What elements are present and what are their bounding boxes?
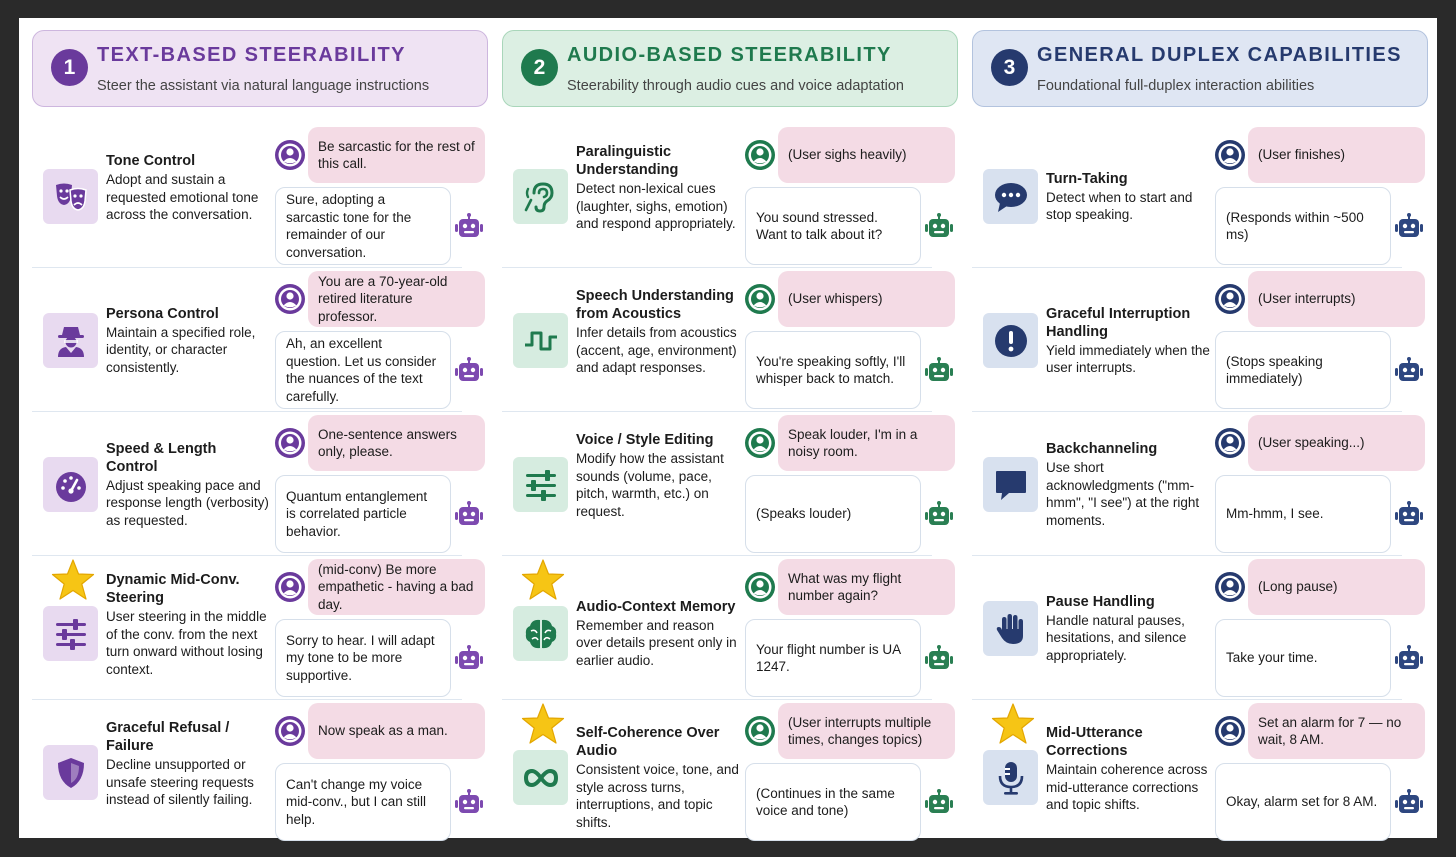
row-divider [972,699,1402,700]
column-1 [32,30,488,830]
column-number-badge: 1 [51,49,88,86]
capability-row [32,415,488,553]
capability-title: Voice / Style Editing [576,432,714,448]
chat-bubble-dots-icon [983,169,1038,224]
column-title: GENERAL DUPLEX CAPABILITIES [1037,44,1402,66]
infographic-canvas [19,18,1437,838]
capability-title: Persona Control [106,305,219,322]
capability-row [972,271,1428,409]
row-divider [32,411,462,412]
row-divider [32,699,462,700]
row-divider [32,555,462,556]
hand-icon [983,601,1038,656]
capability-text [106,571,271,678]
assistant-message-bubble: You're speaking softly, I'll whisper back to match. [745,331,921,409]
capability-text [576,143,741,233]
robot-icon [454,501,484,529]
user-avatar-icon [1215,716,1245,746]
capability-description: User steering in the middle of the conv. from the next turn onward without losing context. [106,609,267,677]
waveform-icon [513,313,568,368]
capability-row [972,559,1428,697]
capability-description: Handle natural pauses, hesitations, and silence appropriately. [1046,612,1187,663]
row-divider [502,555,932,556]
capability-title: Tone Control [106,153,196,169]
user-message-bubble: (User sighs heavily) [778,127,955,183]
robot-icon [1394,501,1424,529]
capability-row [972,127,1428,265]
capability-description: Adopt and sustain a requested emotional tone across the conversation. [106,172,259,222]
column-title: TEXT-BASED STEERABILITY [97,44,406,66]
equalizer-icon [513,457,568,512]
sliders-icon [43,606,98,661]
user-message-bubble: You are a 70-year-old retired literature professor. [308,271,485,327]
robot-icon [924,501,954,529]
ear-listen-icon [513,169,568,224]
robot-icon [1394,213,1424,241]
robot-icon [454,645,484,673]
user-message-bubble: What was my flight number again? [778,559,955,615]
capability-title: Speed & Length Control [106,440,217,475]
capability-title: Speech Understanding from Acoustics [576,288,734,322]
robot-icon [454,789,484,817]
capability-text [576,598,741,670]
assistant-message-bubble: Quantum entanglement is correlated particle behavior. [275,475,451,553]
user-avatar-icon [745,716,775,746]
capability-description: Detect non-lexical cues (laughter, sighs, emotion) and respond appropriately. [576,181,736,231]
capability-row [32,127,488,265]
robot-icon [924,789,954,817]
assistant-message-bubble: (Stops speaking immediately) [1215,331,1391,409]
column-3 [972,30,1428,830]
user-message-bubble: (User interrupts) [1248,271,1425,327]
capability-description: Remember and reason over details present only in earlier audio. [576,617,737,668]
capability-title: Graceful Interruption Handling [1046,305,1191,340]
capability-title: Mid-Utterance Corrections [1046,725,1143,759]
capability-description: Maintain coherence across mid-utterance corrections and topic shifts. [1046,762,1208,812]
user-message-bubble: Set an alarm for 7 — no wait, 8 AM. [1248,703,1425,759]
column-number-badge: 2 [521,49,558,86]
capability-title: Audio-Context Memory [576,598,736,615]
capability-row [502,271,958,409]
column-2 [502,30,958,830]
user-avatar-icon [1215,284,1245,314]
assistant-message-bubble: Okay, alarm set for 8 AM. [1215,763,1391,841]
star-icon [521,703,565,745]
capability-row [32,559,488,697]
user-message-bubble: (User finishes) [1248,127,1425,183]
user-avatar-icon [275,284,305,314]
assistant-message-bubble: (Continues in the same voice and tone) [745,763,921,841]
capability-text [106,305,271,377]
column-subtitle: Steerability through audio cues and voice adaptation [567,78,904,94]
brain-icon [513,606,568,661]
capability-description: Adjust speaking pace and response length (verbosity) as requested. [106,477,269,528]
user-message-bubble: One-sentence answers only, please. [308,415,485,471]
capability-text [576,287,741,377]
user-avatar-icon [275,428,305,458]
user-message-bubble: (User interrupts multiple times, changes topics) [778,703,955,759]
capability-row [972,703,1428,841]
column-header [32,30,488,107]
capability-row [502,127,958,265]
capability-row [502,559,958,697]
user-avatar-icon [275,140,305,170]
user-avatar-icon [745,140,775,170]
capability-description: Infer details from acoustics (accent, age, environment) and adapt responses. [576,325,737,375]
user-avatar-icon [275,716,305,746]
column-title: AUDIO-BASED STEERABILITY [567,44,892,66]
assistant-message-bubble: (Speaks louder) [745,475,921,553]
assistant-message-bubble: You sound stressed. Want to talk about it? [745,187,921,265]
capability-text [1046,440,1211,529]
capability-title: Paralinguistic Understanding [576,144,679,178]
assistant-message-bubble: Take your time. [1215,619,1391,697]
capability-row [502,703,958,841]
capability-title: Dynamic Mid-Conv. Steering [106,572,240,607]
theater-masks-icon [43,169,98,224]
capability-text [576,724,741,831]
capability-title: Graceful Refusal / Failure [106,720,230,754]
user-message-bubble: Now speak as a man. [308,703,485,759]
column-header [502,30,958,107]
capability-description: Detect when to start and stop speaking. [1046,189,1193,222]
assistant-message-bubble: Can't change my voice mid-conv., but I can still help. [275,763,451,841]
user-avatar-icon [745,284,775,314]
capability-description: Yield immediately when the user interrupts. [1046,342,1210,375]
user-avatar-icon [1215,428,1245,458]
capability-row [32,271,488,409]
star-icon [51,559,95,601]
user-avatar-icon [745,428,775,458]
assistant-message-bubble: Sorry to hear. I will adapt my tone to be more supportive. [275,619,451,697]
row-divider [502,267,932,268]
column-subtitle: Steer the assistant via natural language instructions [97,78,430,94]
user-message-bubble: (Long pause) [1248,559,1425,615]
row-divider [972,411,1402,412]
user-message-bubble: (User whispers) [778,271,955,327]
shield-icon [43,745,98,800]
exclamation-circle-icon [983,313,1038,368]
user-secret-icon [43,313,98,368]
robot-icon [454,357,484,385]
robot-icon [924,645,954,673]
capability-text [1046,724,1211,814]
capability-title: Pause Handling [1046,593,1155,610]
capability-row [972,415,1428,553]
microphone-icon [983,750,1038,805]
robot-icon [1394,645,1424,673]
capability-text [106,719,271,809]
star-icon [991,703,1035,745]
capability-text [1046,305,1211,377]
row-divider [502,699,932,700]
robot-icon [1394,789,1424,817]
capability-text [106,440,271,530]
infinity-icon [513,750,568,805]
speedometer-icon [43,457,98,512]
robot-icon [454,213,484,241]
row-divider [972,555,1402,556]
capability-title: Backchanneling [1046,441,1158,457]
robot-icon [924,213,954,241]
capability-text [1046,170,1211,224]
capability-row [502,415,958,553]
capability-text [106,152,271,224]
comment-icon [983,457,1038,512]
user-message-bubble: Be sarcastic for the rest of this call. [308,127,485,183]
user-avatar-icon [745,572,775,602]
row-divider [32,267,462,268]
user-avatar-icon [1215,572,1245,602]
capability-text [1046,593,1211,665]
capability-text [576,431,741,520]
user-message-bubble: (mid-conv) Be more empathetic - having a bad day. [308,559,485,615]
assistant-message-bubble: Mm-hmm, I see. [1215,475,1391,553]
column-header [972,30,1428,107]
robot-icon [1394,357,1424,385]
capability-description: Consistent voice, tone, and style across turns, interruptions, and topic shifts. [576,762,739,830]
capability-description: Use short acknowledgments ("mm-hmm", "I see") at the right moments. [1046,460,1200,528]
capability-description: Decline unsupported or unsafe steering requests instead of silently failing. [106,757,254,807]
user-message-bubble: Speak louder, I'm in a noisy room. [778,415,955,471]
user-message-bubble: (User speaking...) [1248,415,1425,471]
capability-description: Maintain a specified role, identity, or character consistently. [106,324,256,375]
row-divider [502,411,932,412]
robot-icon [924,357,954,385]
capability-title: Self-Coherence Over Audio [576,725,720,759]
assistant-message-bubble: Your flight number is UA 1247. [745,619,921,697]
capability-title: Turn-Taking [1046,170,1128,187]
capability-description: Modify how the assistant sounds (volume, pace, pitch, warmth, etc.) on request. [576,451,724,519]
capability-row [32,703,488,841]
row-divider [972,267,1402,268]
assistant-message-bubble: Sure, adopting a sarcastic tone for the remainder of our conversation. [275,187,451,265]
column-subtitle: Foundational full-duplex interaction abilities [1037,78,1315,94]
assistant-message-bubble: Ah, an excellent question. Let us consider the nuances of the text carefully. [275,331,451,409]
user-avatar-icon [275,572,305,602]
user-avatar-icon [1215,140,1245,170]
assistant-message-bubble: (Responds within ~500 ms) [1215,187,1391,265]
star-icon [521,559,565,601]
column-number-badge: 3 [991,49,1028,86]
